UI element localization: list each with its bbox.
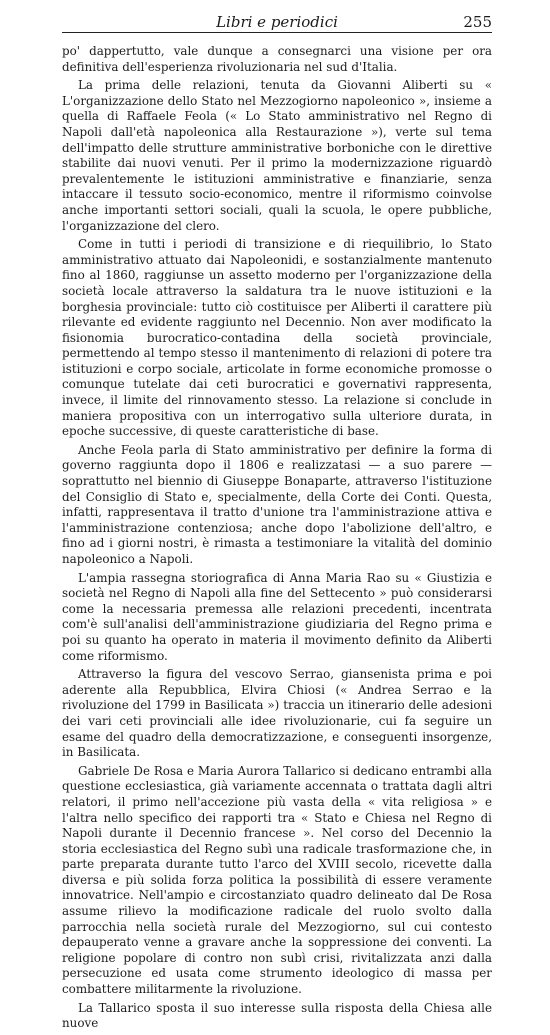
paragraph: Gabriele De Rosa e Maria Aurora Tallarico si dedicano entrambi alla questione ecclesiastica, già variamente accennata o trattata dagli altri relatori, il primo nell'accezione più vasta della « vita religiosa » e l'altra nello specifico dei rapporti tra « Stato e Chiesa nel Regno di Napoli durante il Decennio francese ». Nel corso del Decennio la storia ecclesiastica del Regno subì una radicale trasformazione che, in parte preparata durante tutto l'arco del XVIII secolo, ricevette dalla diversa e più solida forza politica la possibilità di essere veramente innovatrice. Nell'ampio e circostanziato quadro delineato dal De Rosa assume rilievo la modificazione radicale del ruolo svolto dalla parrocchia nella società rurale del Mezzogiorno, sul cui contesto depauperato venne a gravare anche la soppressione dei conventi. La religione popolare di contro non subì crisi, rivitalizzata anzi dalla persecuzione ed usata come strumento ideologico di massa per combattere militarmente la rivoluzione. <box>62 763 492 997</box>
page-number: 255 <box>463 13 492 31</box>
paragraph: La Tallarico sposta il suo interesse sulla risposta della Chiesa alle nuove <box>62 1000 492 1031</box>
paragraph: po' dappertutto, vale dunque a consegnarci una visione per ora definitiva dell'esperienza rivoluzionaria nel sud d'Italia. <box>62 44 492 74</box>
paragraph: La prima delle relazioni, tenuta da Giovanni Aliberti su « L'organizzazione dello Stato nel Mezzogiorno napoleonico », insieme a quella di Raffaele Feola (« Lo Stato amministrativo nel Regno di Napoli dall'età napoleonica alla Restaurazione »), verte sul tema dell'impatto delle strutture amministrative borboniche con le direttive stabilite dai nuovi venuti. Per il primo la modernizzazione riguardò prevalentemente le istituzioni amministrative e finanziarie, senza intaccare il tessuto socio-economico, mentre il riformismo coinvolse anche importanti settori sociali, quali la scuola, le opere pubbliche, l'organizzazione del clero. <box>62 78 492 233</box>
paragraph: Come in tutti i periodi di transizione e di riequilibrio, lo Stato amministrativo attuato dai Napoleonidi, e sostanzialmente mantenuto fino al 1860, raggiunse un assetto moderno per l'organizzazione della società locale attraverso la saldatura tra le nuove istituzioni e la borghesia provinciale: tutto ciò costituisce per Aliberti il carattere più rilevante ed evidente raggiunto nel Decennio. Non aver modificato la fisionomia burocratico-contadina della società provinciale, permettendo al tempo stesso il mantenimento di relazioni di potere tra istituzioni e corpo sociale, articolate in forme economiche promosse o comunque tutelate dai ceti burocratici e governativi rappresenta, invece, il limite del rinnovamento stesso. La relazione si conclude in maniera propositiva con un interrogativo sulla ulteriore durata, in epoche successive, di queste caratteristiche di base. <box>62 237 492 439</box>
paragraph: Anche Feola parla di Stato amministrativo per definire la forma di governo raggiunta dopo il 1806 e realizzatasi — a suo parere — soprattutto nel biennio di Giuseppe Bonaparte, attraverso l'istituzione del Consiglio di Stato e, specialmente, della Corte dei Conti. Questa, infatti, rappresentava il tratto d'unione tra l'amministrazione attiva e l'amministrazione contenziosa; anche dopo l'abolizione dell'altro, e fino ad i giorni nostri, è rimasta a testimoniare la vitalità del dominio napoleonico a Napoli. <box>62 442 492 566</box>
body-text <box>62 44 492 1035</box>
running-header <box>62 12 492 33</box>
running-title: Libri e periodici <box>216 13 338 31</box>
paragraph: Attraverso la figura del vescovo Serrao, giansenista prima e poi aderente alla Repubblica, Elvira Chiosi (« Andrea Serrao e la rivoluzione del 1799 in Basilicata ») traccia un itinerario delle adesioni dei vari ceti provinciali alle idee rivoluzionarie, cui fa seguire un esame del quadro della democratizzazione, e conseguenti insorgenze, in Basilicata. <box>62 667 492 760</box>
paragraph: L'ampia rassegna storiografica di Anna Maria Rao su « Giustizia e società nel Regno di Napoli alla fine del Settecento » può considerarsi come la necessaria premessa alle relazioni precedenti, incentrata com'è sull'analisi dell'amministrazione giudiziaria del Regno prima e poi su quanto ha operato in materia il movimento definito da Aliberti come riformismo. <box>62 570 492 663</box>
